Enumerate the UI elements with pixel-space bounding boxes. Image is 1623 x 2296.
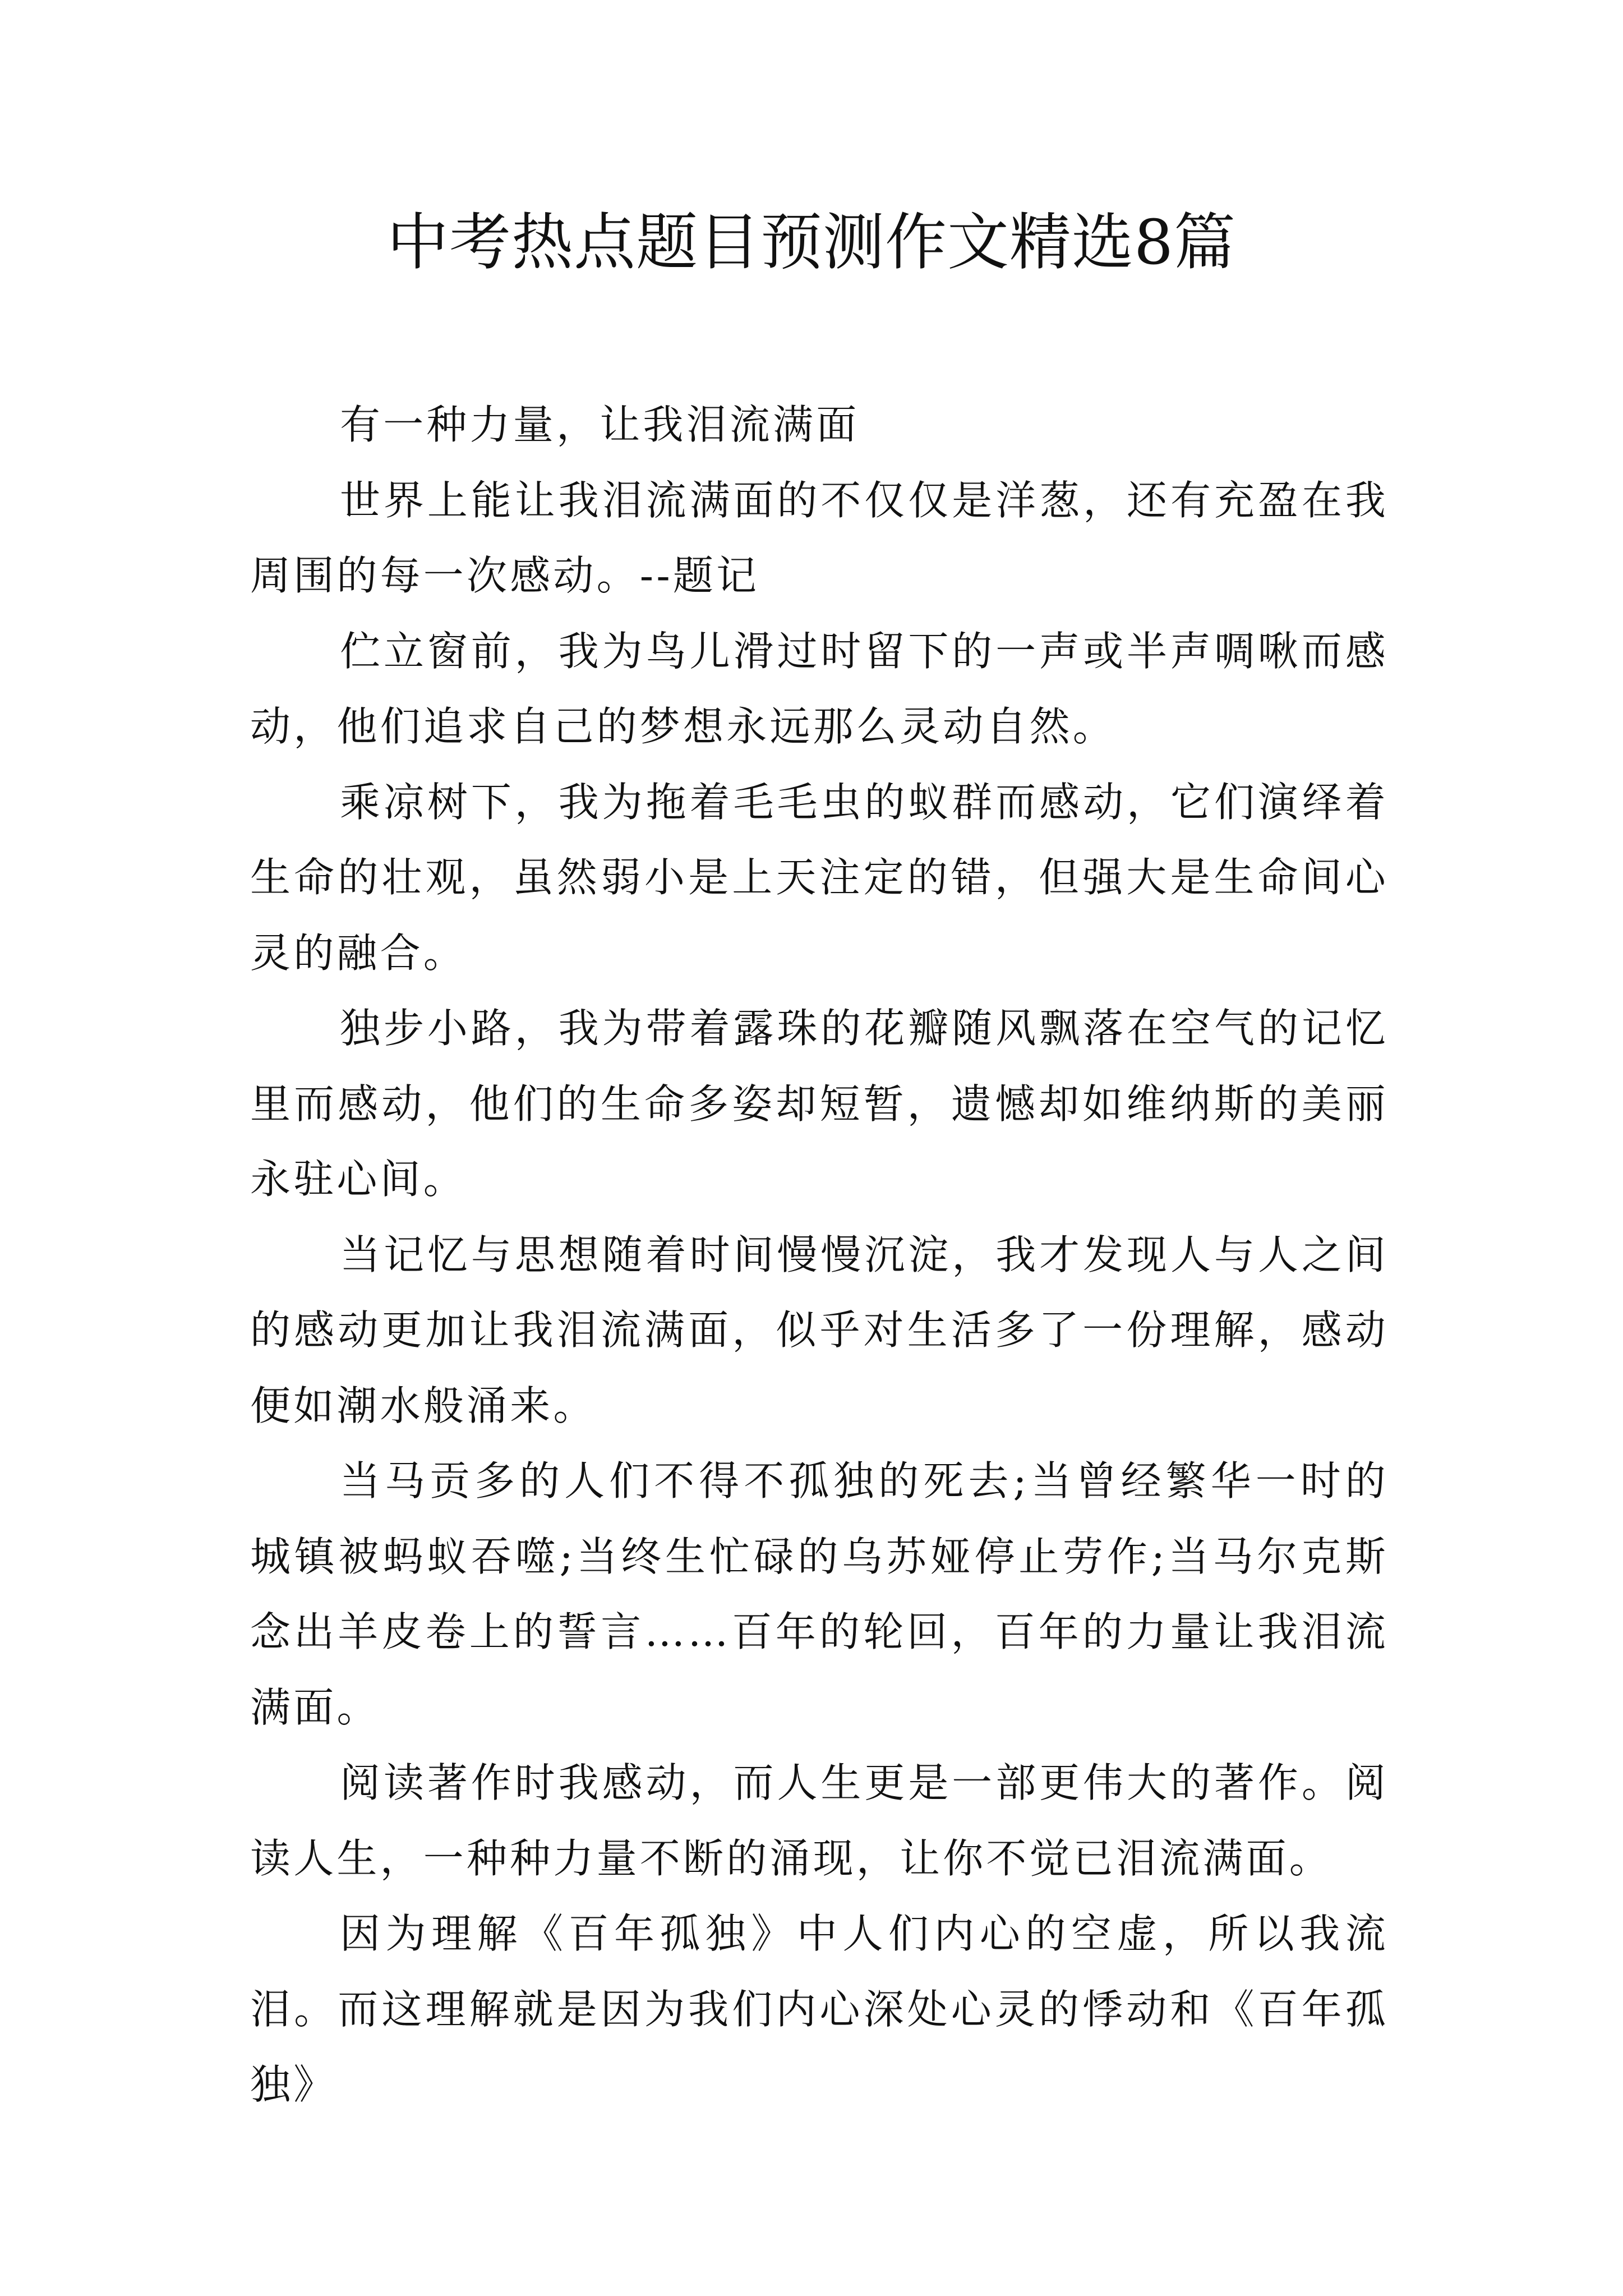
paragraph: 伫立窗前，我为鸟儿滑过时留下的一声或半声啁啾而感动，他们追求自己的梦想永远那么灵动自然。 [250, 627, 1389, 750]
paragraph: 因为理解《百年孤独》中人们内心的空虚，所以我流泪。而这理解就是因为我们内心深处心灵的悸动和《百年孤独》 [250, 1910, 1389, 2108]
paragraph: 独步小路，我为带着露珠的花瓣随风飘落在空气的记忆里而感动，他们的生命多姿却短暂，遗憾却如维纳斯的美丽永驻心间。 [250, 1005, 1389, 1203]
document-title: 中考热点题目预测作文精选8篇 [387, 206, 1236, 278]
paragraph: 乘凉树下，我为拖着毛毛虫的蚁群而感动，它们演绎着生命的壮观，虽然弱小是上天注定的错，但强大是生命间心灵的融合。 [250, 778, 1389, 977]
document-body [250, 387, 1389, 2123]
paragraph: 阅读著作时我感动，而人生更是一部更伟大的著作。阅读人生，一种种力量不断的涌现，让你不觉已泪流满面。 [250, 1759, 1389, 1882]
paragraph: 世界上能让我泪流满面的不仅仅是洋葱，还有充盈在我周围的每一次感动。--题记 [250, 476, 1389, 599]
paragraph: 当马贡多的人们不得不孤独的死去;当曾经繁华一时的城镇被蚂蚁吞噬;当终生忙碌的乌苏娅停止劳作;当马尔克斯念出羊皮卷上的誓言……百年的轮回，百年的力量让我泪流满面。 [250, 1457, 1389, 1731]
paragraph: 当记忆与思想随着时间慢慢沉淀，我才发现人与人之间的感动更加让我泪流满面，似乎对生活多了一份理解，感动便如潮水般涌来。 [250, 1231, 1389, 1429]
paragraph: 有一种力量，让我泪流满面 [340, 401, 860, 448]
